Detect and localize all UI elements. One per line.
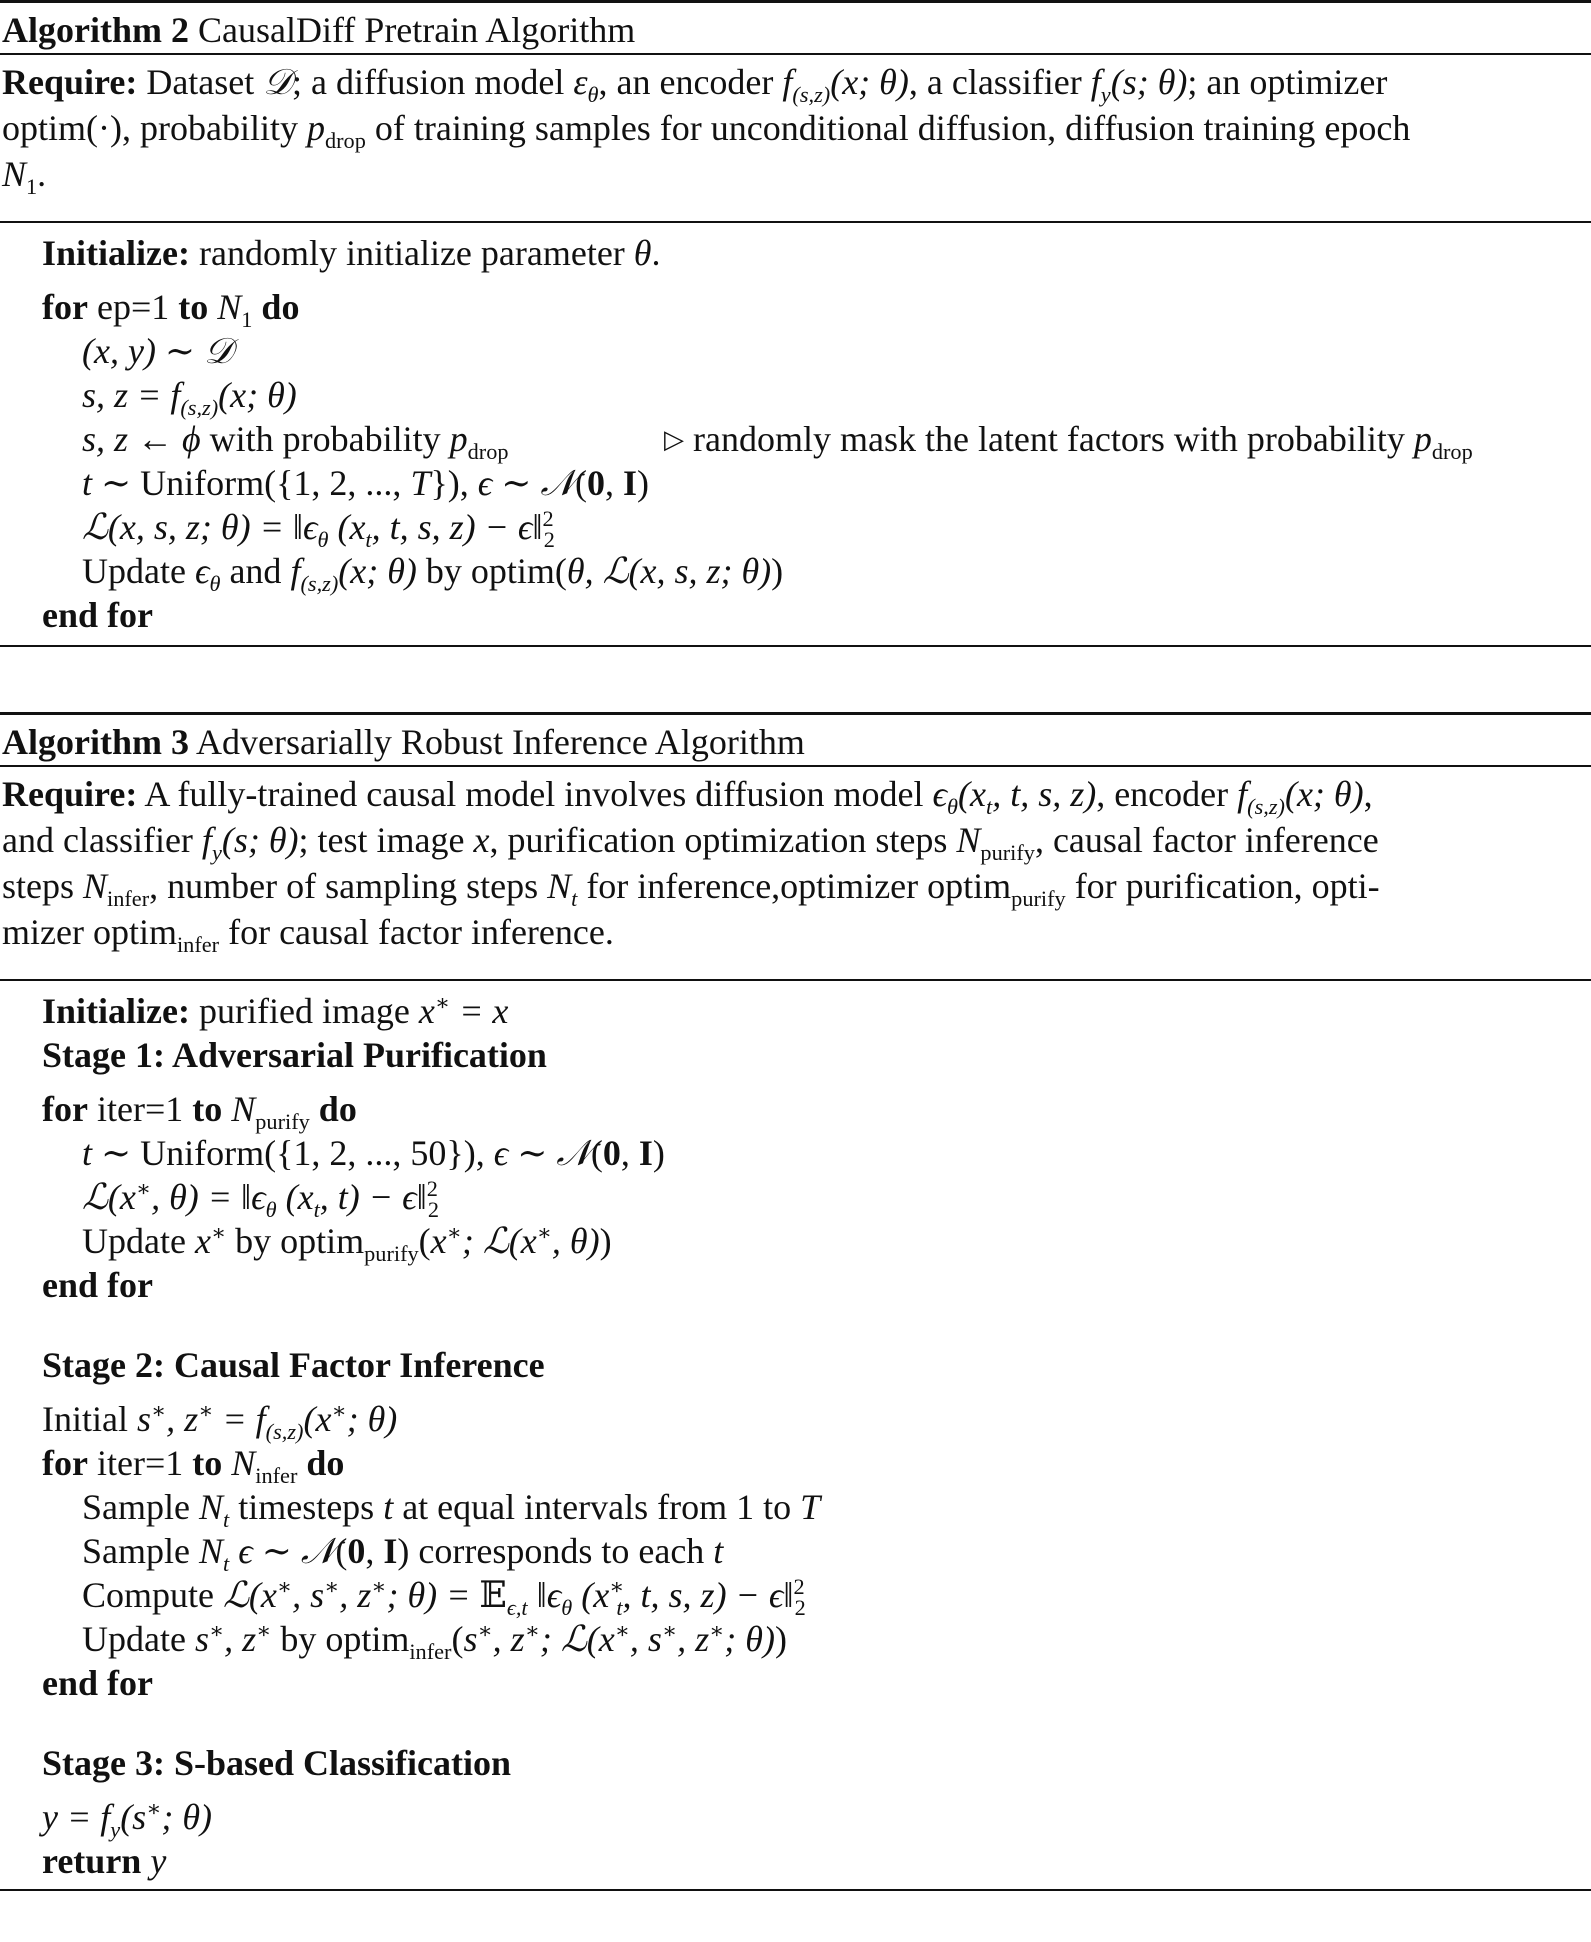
sample-text: at equal intervals from 1 to <box>402 1487 792 1527</box>
require-label: Require: <box>2 62 138 102</box>
sample-timesteps-line: Sample $N_t$ timesteps t at equal intervals from 1 to T <box>82 1487 821 1533</box>
algorithm-title: CausalDiff Pretrain Algorithm <box>197 10 636 50</box>
require-text: ; a diffusion model <box>292 62 574 102</box>
for-keyword: for <box>42 1443 88 1483</box>
algorithm-3-caption <box>0 715 1591 765</box>
and-text: and <box>229 551 282 591</box>
require-text: for causal factor inference. <box>219 912 614 952</box>
initial-line: Initial s∗, $z^∗ = f_{(s,z)}(x^∗$; θ) <box>42 1398 398 1445</box>
do-keyword: do <box>318 1089 357 1129</box>
initialize-line: Initialize: purified image x∗ = x <box>42 990 509 1031</box>
algorithm-3-body <box>0 981 1591 1883</box>
initialize-text: randomly initialize parameter <box>198 233 634 273</box>
timestep-line: t ∼ Uniform({1, 2, ..., 50}), ϵ ∼ 𝒩(0, I) <box>82 1133 665 1173</box>
stage-3-heading <box>0 1741 1591 1785</box>
algorithm-3 <box>0 712 1591 1891</box>
loss-line: ℒ(x∗, $\theta) = ‖\epsilon_\theta$ ($x_t$, t) − ϵ‖$^2_2$ <box>82 1176 440 1223</box>
for-line: for iter=1 to $N_{infer}$ do <box>42 1443 345 1489</box>
return-line: return y <box>42 1841 167 1881</box>
loss-line: ℒ(x, s, z; $\theta) = ‖\epsilon_\theta$ ($x_t$, t, s, z) − ϵ‖$^2_2$ <box>82 506 555 553</box>
initialize-label: Initialize: <box>42 233 190 273</box>
end-for-keyword: end for <box>42 1663 153 1703</box>
stage-1-title: Stage 1: Adversarial Purification <box>42 1035 547 1075</box>
stage-2-heading <box>0 1343 1591 1387</box>
require-text: , purification optimization steps <box>489 820 957 860</box>
require-text: Dataset <box>146 62 264 102</box>
update-line: Update x∗ by optim$_{purify}$(x∗; ℒ(x∗, θ)) <box>82 1220 612 1267</box>
by-text: by <box>425 551 462 591</box>
bottom-rule <box>0 645 1591 647</box>
mask-line: s, z ← ϕ with probability $p_{drop}$ ▷ randomly mask the latent factors with probability $p_{drop}$ <box>82 419 1473 465</box>
require-text: , <box>1363 774 1373 814</box>
math-encoder: $f_{(s,z)}(x$; θ) <box>782 62 909 108</box>
require-text: , a classifier <box>908 62 1091 102</box>
end-for-keyword: end for <box>42 1265 153 1305</box>
sample-text: timesteps <box>238 1487 375 1527</box>
to-keyword: to <box>178 287 209 327</box>
loop-var: iter=1 <box>96 1443 184 1483</box>
require-text: steps <box>2 866 83 906</box>
end-for-keyword: end for <box>42 595 153 635</box>
stage-1-heading <box>0 1033 1591 1077</box>
return-keyword: return <box>42 1841 142 1881</box>
math-n1: $N_1$ <box>2 154 38 200</box>
classify-line: $y = f_y(s^∗$; θ) <box>42 1796 213 1843</box>
stage-3-title: Stage 3: S-based Classification <box>42 1743 512 1783</box>
initialize-line: Initialize: randomly initialize parameter θ. <box>42 233 661 273</box>
require-text: A fully-trained causal model involves diffusion model <box>144 774 933 814</box>
algorithm-2-body <box>0 223 1591 637</box>
to-keyword: to <box>192 1443 223 1483</box>
update-line: Update $\epsilon_\theta$ and $f_{(s,z)}(x$; θ) by optim(θ, ℒ(x, s, z; θ)) <box>82 551 784 597</box>
by-text: by <box>235 1221 272 1261</box>
for-line <box>0 285 1591 333</box>
math-classifier: $f_y(s$; θ) <box>1090 62 1188 108</box>
for-keyword: for <box>42 287 88 327</box>
require-block <box>0 55 1591 200</box>
algorithm-2-caption <box>0 3 1591 53</box>
sample-noise-line: Sample $N_t$ ϵ ∼ 𝒩(0, I) corresponds to each t <box>82 1531 724 1577</box>
by-text: by <box>280 1619 317 1659</box>
math-diffusion-model: $\epsilon_\theta(x_t$, t, s, z) <box>932 774 1097 820</box>
end-for-line <box>0 593 1591 637</box>
initial-text: Initial <box>42 1399 128 1439</box>
update-text: Update <box>82 551 186 591</box>
require-text: , causal factor inference <box>1034 820 1379 860</box>
sample-text: Sample <box>82 1531 190 1571</box>
require-text: . <box>37 154 47 194</box>
to-keyword: to <box>192 1089 223 1129</box>
for-keyword: for <box>42 1089 88 1129</box>
update-text: Update <box>82 1221 186 1261</box>
math-eps-theta: $\varepsilon_\theta$ <box>573 62 599 108</box>
stage-2-title: Stage 2: Causal Factor Inference <box>42 1345 545 1385</box>
with-probability-text: with probability <box>209 419 441 459</box>
require-text: ; test image <box>298 820 474 860</box>
end-for-line <box>0 1661 1591 1705</box>
do-keyword: do <box>261 287 300 327</box>
algorithm-label: Algorithm 2 <box>2 10 189 50</box>
bottom-rule <box>0 1889 1591 1891</box>
loop-var: iter=1 <box>96 1089 184 1129</box>
algorithm-label: Algorithm 3 <box>2 722 189 762</box>
initialize-label: Initialize: <box>42 991 190 1031</box>
update-line: Update s∗, z∗ by optim$_{infer}$(s∗, z∗; ℒ(x∗, s∗, z∗; θ)) <box>82 1618 787 1665</box>
require-label: Require: <box>2 774 138 814</box>
initialize-text: purified image <box>198 991 419 1031</box>
comment-triangle-icon: ▷ <box>664 425 684 454</box>
math-theta: θ <box>633 233 652 273</box>
math-classifier: $f_y(s$; θ) <box>201 820 299 866</box>
math-n1: $N_1$ <box>217 287 253 333</box>
require-text: , encoder <box>1096 774 1238 814</box>
require-text: , an encoder <box>598 62 783 102</box>
optim-symbol: optim(·) <box>2 108 122 148</box>
comment: ▷ randomly mask the latent factors with probability $p_{drop}$ <box>664 419 1473 465</box>
comment-text: randomly mask the latent factors with probability <box>693 419 1405 459</box>
dataset-symbol: 𝒟 <box>263 62 293 102</box>
require-text: for inference,optimizer <box>577 866 928 906</box>
require-block: Require: A fully-trained causal model involves diffusion model $\epsilon_\theta(x_t$, t, s, z), encoder $f_{(s,z)}(x$; θ), and classifier $f_y(s$; θ); test image x, purification optimization steps $N_{purify}$, causal factor inference steps $N_{infer}$, number of sampling steps $N_t$ for inference,optimizer optim$_{purify}$ for purification, opti- mizer optim$_{infer}$ for causal factor inference. <box>2 774 1380 958</box>
encode-line: s, $z = f_{(s,z)}(x$; θ) <box>82 375 297 421</box>
require-text: and classifier <box>2 820 202 860</box>
require-text: of training samples for unconditional diffusion, diffusion training epoch <box>365 108 1411 148</box>
do-keyword: do <box>306 1443 345 1483</box>
compute-text: Compute <box>82 1575 214 1615</box>
update-text: Update <box>82 1619 186 1659</box>
sample-text: corresponds to each <box>418 1531 705 1571</box>
for-line: for iter=1 to $N_{purify}$ do <box>42 1089 357 1135</box>
math-encoder: $f_{(s,z)}(x$; θ) <box>1237 774 1364 820</box>
require-text: mizer <box>2 912 93 952</box>
sample-line: (x, y) ∼ 𝒟 <box>82 331 233 371</box>
end-for-line <box>0 1263 1591 1307</box>
algorithm-title: Adversarially Robust Inference Algorithm <box>196 722 805 762</box>
timestep-line: t ∼ Uniform({1, 2, ..., T}), ϵ ∼ 𝒩(0, I) <box>82 463 649 503</box>
sample-text: Sample <box>82 1487 190 1527</box>
require-text: for purification, opti- <box>1065 866 1380 906</box>
math-p-drop: $p_{drop}$ <box>306 108 366 154</box>
loop-var: ep=1 <box>96 287 170 327</box>
require-text: , number of sampling steps <box>149 866 548 906</box>
require-text: ; an optimizer <box>1187 62 1388 102</box>
compute-line: Compute ℒ(x∗, s∗, z∗; θ) = 𝔼$_{\epsilon,t}$ $‖\epsilon_\theta$ ($x^∗_t$, t, s, z) − ϵ‖$^2_2$ <box>82 1574 806 1621</box>
require-text: , probability <box>121 108 307 148</box>
algorithm-2 <box>0 0 1591 647</box>
